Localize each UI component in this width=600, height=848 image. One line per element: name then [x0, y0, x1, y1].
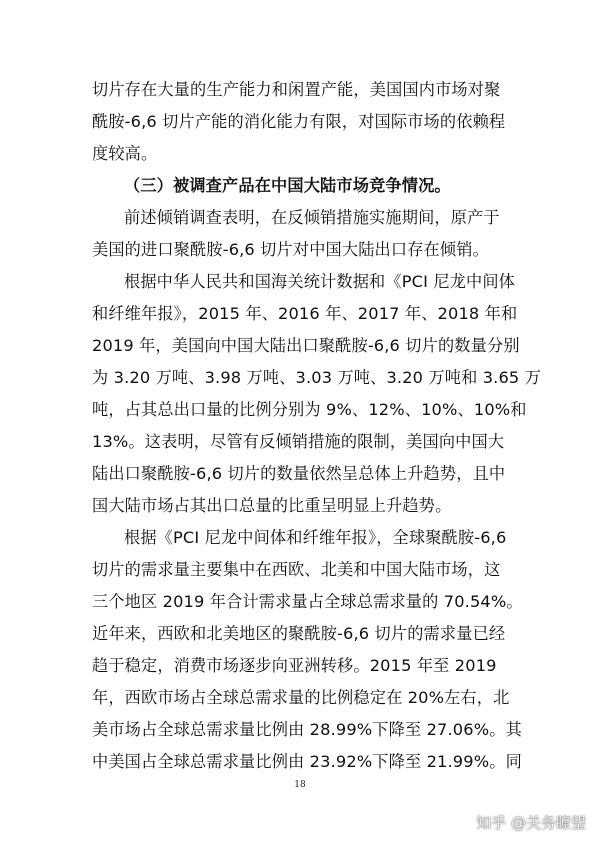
body-text-line: 切片存在大量的生产能力和闲置产能，美国国内市场对聚 [92, 80, 501, 99]
body-text-line: 13%。这表明，尽管有反倾销措施的限制，美国向中国大 [92, 432, 505, 451]
body-text-line: 为 3.20 万吨、3.98 万吨、3.03 万吨、3.20 万吨和 3.65 万 [92, 368, 542, 387]
body-text-line: 前述倾销调查表明，在反倾销措施实施期间，原产于 [124, 208, 500, 227]
body-text-line: 根据《PCI 尼龙中间体和纤维年报》，全球聚酰胺-6,6 [124, 528, 507, 547]
body-text-line: 美市场占全球总需求量比例由 28.99%下降至 27.06%。其 [92, 720, 522, 739]
body-text-line: 国大陆市场占其出口总量的比重呈明显上升趋势。 [92, 496, 452, 515]
body-text-line: 和纤维年报》，2015 年、2016 年、2017 年、2018 年和 [92, 304, 518, 323]
body-text-line: 近年来，西欧和北美地区的聚酰胺-6,6 切片的需求量已经 [92, 624, 506, 643]
body-text-line: 度较高。 [92, 144, 158, 163]
body-text-line: 陆出口聚酰胺-6,6 切片的数量依然呈总体上升趋势，且中 [92, 464, 506, 483]
body-text-line: 吨，占其总出口量的比例分别为 9%、12%、10%、10%和 [92, 400, 527, 419]
body-text-line: 三个地区 2019 年合计需求量占全球总需求量的 70.54%。 [92, 592, 523, 611]
body-text-line: 趋于稳定，消费市场逐步向亚洲转移。2015 年至 2019 [92, 656, 497, 675]
body-text-line: 酰胺-6,6 切片产能的消化能力有限，对国际市场的依赖程 [92, 112, 506, 131]
body-text-line: 年，西欧市场占全球总需求量的比例稳定在 20%左右，北 [92, 688, 510, 707]
body-text-line: 中美国占全球总需求量比例由 23.92%下降至 21.99%。同 [92, 752, 522, 771]
body-text-line: 根据中华人民共和国海关统计数据和《PCI 尼龙中间体 [124, 272, 516, 291]
body-text-line: 2019 年，美国向中国大陆出口聚酰胺-6,6 切片的数量分别 [92, 336, 520, 355]
section-heading: （三）被调查产品在中国大陆市场竞争情况。 [124, 176, 451, 195]
body-text-line: 切片的需求量主要集中在西欧、北美和中国大陆市场，这 [92, 560, 501, 579]
watermark: 知乎 @关务瞭望 [476, 814, 586, 832]
body-text-line: 美国的进口聚酰胺-6,6 切片对中国大陆出口存在倾销。 [92, 240, 489, 259]
page-number: 18 [294, 780, 306, 790]
